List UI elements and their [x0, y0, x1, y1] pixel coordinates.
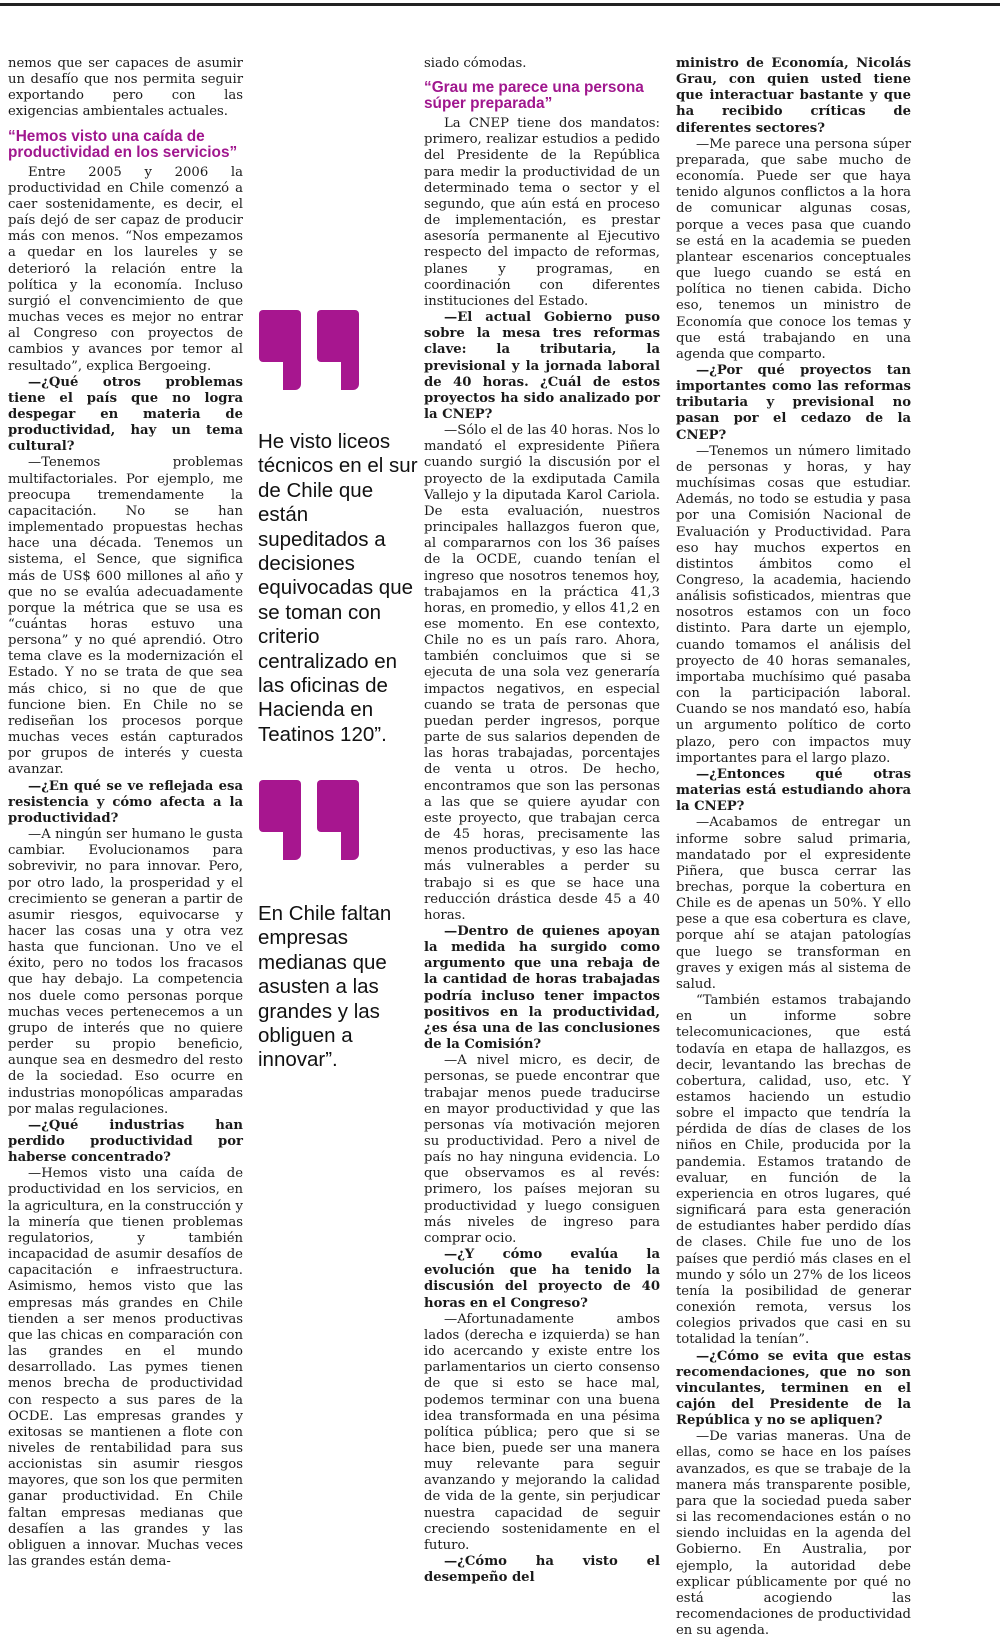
- interview-answer: —Sólo el de las 40 horas. Nos lo mandató el expresidente Piñera cuando surgió la discusión por el proyecto de la exdiputada Camila Vallejo y la diputada Karol Cariola. De esta evaluación, nuestros principales hallazgos fueron que, al compararnos con los 36 países de la OCDE, cuando tenían el ingreso que nosotros tenemos hoy, trabajamos en la práctica 41,3 horas, en promedio, y ellos 41,2 en ese momento. En ese contexto, Chile no es un país raro. Ahora, también concluimos que si se ejecuta de una sola vez generaría impactos negativos, en especial cuando se trata de personas que puedan perder ingresos, porque parte de sus salarios dependen de las horas trabajadas, porcentajes de venta u otros. De hecho, encontramos que son las personas a las que se quiere ayudar con este proyecto, que trabajan cerca de 45 horas, precisamente las menos productivas, y eso las hace más vulnerables a perder su trabajo si es que se hace una reducción drástica desde 45 a 40 horas.: [424, 423, 660, 923]
- article-column-1: [8, 56, 243, 1570]
- interview-question: —¿Qué otros problemas tiene el país que no logra despegar en materia de productividad, hay un tema cultural?: [8, 374, 243, 455]
- interview-question: —¿Por qué proyectos tan importantes como las reformas tributaria y previsional no pasan por el cedazo de la CNEP?: [676, 362, 911, 443]
- top-rule: [0, 3, 1000, 6]
- interview-answer: —Afortunadamente ambos lados (derecha e izquierda) se han ido acercando y existe entre los parlamentarios un cierto consenso de que si esto se hace mal, podemos terminar con una buena idea transformada en una pésima política pública; pero que si se hace bien, puede ser una manera muy relevante para seguir avanzando y mejorando la calidad de vida de la gente, sin perjudicar nuestra capacidad de seguir creciendo sostenidamente en el futuro.: [424, 1311, 660, 1553]
- section-heading: “Grau me parece una persona súper preparada”: [424, 79, 644, 113]
- pull-quote-2: En Chile faltan empresas medianas que asusten a las grandes y las obliguen a innovar”.: [258, 902, 392, 1072]
- interview-question: ministro de Economía, Nicolás Grau, con quien usted tiene que interactuar bastante y que ha recibido críticas de diferentes sectores?: [676, 56, 911, 136]
- interview-question: —¿Y cómo evalúa la evolución que ha tenido la discusión del proyecto de 40 horas en el Congreso?: [424, 1247, 660, 1311]
- paragraph: siado cómodas.: [424, 56, 527, 71]
- interview-question: —¿En qué se ve reflejada esa resistencia y cómo afecta a la productividad?: [8, 778, 243, 826]
- interview-answer: —De varias maneras. Una de ellas, como se hace en los países avanzados, es que se trabaje de la manera más transparente posible, para que la sociedad pueda saber si las recomendaciones están o no siendo incluidas en la agenda del Gobierno. En Australia, por ejemplo, la autoridad debe explicar públicamente por qué no está acogiendo las recomendaciones de productividad en su agenda.: [676, 1429, 911, 1639]
- quote-mark-icon: [255, 308, 375, 408]
- section-heading: “Hemos visto una caída de productividad en los servicios”: [8, 127, 238, 161]
- interview-answer: —A ningún ser humano le gusta cambiar. Evolucionamos para sobrevivir, no para innovar. Pero, por otro lado, la prosperidad y el crecimiento se generan a partir de asumir riesgos, equivocarse y hacer las cosas una y otra vez hasta que funcionan. Uno ve el éxito, pero no todos los fracasos que hay debajo. La competencia nos duele como personas porque muchas veces pertenecemos a un grupo de interés que no quiere perder su propio beneficio, aunque sea en desmedro del resto de la sociedad. Eso ocurre en industrias monopólicas amparadas por malas regulaciones.: [8, 827, 243, 1117]
- interview-answer: —Hemos visto una caída de productividad en los servicios, en la agricultura, en la construcción y la minería que tienen problemas regulatorios, y también incapacidad de asumir desafíos de capacitación e infraestructura. Asimismo, hemos visto que las empresas más grandes en Chile tienden a ser menos productivas que las chicas en comparación con las grandes en el mundo desarrollado. Las pymes tienen menos brecha de productividad con respecto a sus pares de la OCDE. Las empresas grandes y exitosas se mantienen a flote con niveles de rentabilidad para sus accionistas sin asumir riesgos mayores, que son los que permiten ganar productividad. En Chile faltan empresas medianas que desafíen a las grandes y las obliguen a innovar. Muchas veces las grandes están dema-: [8, 1166, 243, 1570]
- interview-question: —¿Entonces qué otras materias está estudiando ahora la CNEP?: [676, 766, 911, 815]
- interview-answer: —A nivel micro, es decir, de personas, se puede encontrar que trabajar menos puede traducirse en mayor productividad y que las personas vía motivación mejoren su productividad. Pero a nivel de país no hay ninguna evidencia. Lo que observamos es al revés: primero, los países mejoran su productividad y luego consiguen más niveles de ingreso para comprar ocio.: [424, 1053, 660, 1246]
- paragraph: Entre 2005 y 2006 la productividad en Chile comenzó a caer sostenidamente, es decir, el país dejó de ser capaz de producir más con menos. “Nos empezamos a quedar en los laureles y se deterioró la relación entre la política y la economía. Incluso surgió el convencimiento de que muchas veces es mejor no entrar al Congreso con proyectos de cambios y avances por temor al resultado”, explica Bergoeing.: [8, 164, 243, 374]
- article-column-4: [676, 56, 911, 1639]
- interview-answer: “También estamos trabajando en un informe sobre telecomunicaciones, que está todavía en etapa de hallazgos, es decir, levantando las brechas de cobertura, calidad, uso, etc. Y estamos haciendo un estudio sobre el impacto que tendría la pérdida de días de clases de los niños en Chile, producida por la pandemia. Estamos tratando de evaluar, en función de la experiencia en otros lugares, qué significará para esta generación de estudiantes haber perdido días de clases. Chile fue uno de los países que perdió más clases en el mundo y sólo un 27% de los liceos tenía la posibilidad de generar conexión remota, versus los colegios privados que casi en su totalidad la tenían”.: [676, 993, 911, 1348]
- article-column-3: [424, 56, 660, 1586]
- paragraph: nemos que ser capaces de asumir un desafío que nos permita seguir exportando pero con las exigencias ambientales actuales.: [8, 56, 243, 120]
- interview-question: —¿Cómo ha visto el desempeño del: [424, 1554, 660, 1586]
- interview-question: —El actual Gobierno puso sobre la mesa tres reformas clave: la tributaria, la previsional y la jornada laboral de 40 horas. ¿Cuál de estos proyectos ha sido analizado por la CNEP?: [424, 310, 660, 422]
- interview-answer: —Acabamos de entregar un informe sobre salud primaria, mandatado por el expresidente Piñera, que busca cerrar las brechas, porque la cobertura en Chile es de apenas un 50%. Y ello pese a que esa cobertura es clave, porque ahí se atajan patologías que luego se transforman en graves y exigen más al sistema de salud.: [676, 815, 911, 992]
- interview-answer: —Tenemos un número limitado de personas y horas, y hay muchísimas cosas que estudiar. Además, no todo se estudia y pasa por una Comisión Nacional de Evaluación y Productividad. Para eso hay muchos expertos en distintos ámbitos como el Congreso, la academia, haciendo análisis sofisticados, mientras que nosotros estamos con un foco distinto. Para darte un ejemplo, cuando tomamos el análisis del proyecto de 40 horas semanales, importaba muchísimo qué pasaba con la participación laboral. Cuando se nos mandató eso, había un argumento político de corto plazo, pero con impactos muy importantes para el largo plazo.: [676, 443, 911, 766]
- interview-question: —¿Cómo se evita que estas recomendaciones, que no son vinculantes, terminen en el cajón del Presidente de la República y no se apliquen?: [676, 1348, 911, 1429]
- interview-question: —Dentro de quienes apoyan la medida ha surgido como argumento que una rebaja de la cantidad de horas trabajadas podría incluso tener impactos positivos en la productividad, ¿es ésa una de las conclusiones de la Comisión?: [424, 923, 660, 1053]
- interview-answer: —Tenemos problemas multifactoriales. Por ejemplo, me preocupa tremendamente la capacitación. No se han implementado propuestas hechas hace una década. Tenemos un sistema, el Sence, que significa más de US$ 600 millones al año y que no se evalúa adecuadamente porque la métrica que se usa es “cuántas horas estuvo una persona” y no qué aprendió. Otro tema clave es la modernización el Estado. Y no se trata de que sea más chico, si no que de que funcione bien. En Chile no se rediseñan los procesos porque muchas veces están capturados por grupos de interés y cuesta avanzar.: [8, 455, 243, 778]
- pull-quote-1: He visto liceos técnicos en el sur de Chile que están supeditados a decisiones equivocadas que se toman con criterio centralizado en las oficinas de Hacienda en Teatinos 120”.: [258, 430, 418, 746]
- interview-answer: —Me parece una persona súper preparada, que sabe mucho de economía. Puede ser que haya tenido algunos conflictos a la hora de comunicar algunas cosas, porque a veces pasa que cuando se está en la academia se pueden plantear escenarios conceptuales que luego cuando se está en política no tienen cabida. Dicho eso, tenemos un ministro de Economía que conoce los temas y que está trabajando en una agenda que comparto.: [676, 136, 911, 362]
- interview-question: —¿Qué industrias han perdido productividad por haberse concentrado?: [8, 1117, 243, 1166]
- quote-mark-icon: [255, 778, 375, 878]
- paragraph: La CNEP tiene dos mandatos: primero, realizar estudios a pedido del Presidente de la República para medir la productividad de un determinado tema o sector y el segundo, que aún está en proceso de implementación, es prestar asesoría permanente al Ejecutivo respecto del impacto de reformas, planes y programas, en coordinación con diferentes instituciones del Estado.: [424, 116, 660, 309]
